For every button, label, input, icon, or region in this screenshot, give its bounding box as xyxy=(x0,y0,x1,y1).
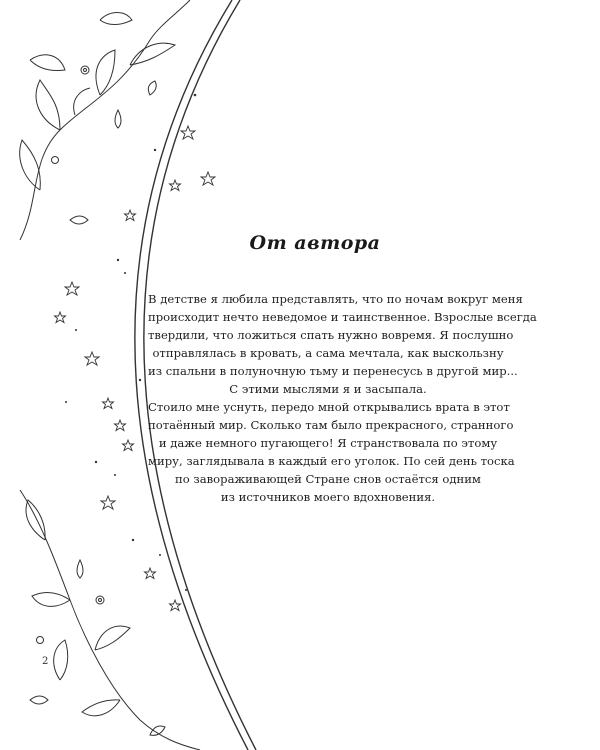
star-icon xyxy=(85,352,99,365)
text-line: из спальни в полуночную тьму и перенесусь в другой мир... xyxy=(148,364,518,378)
star-icon xyxy=(65,282,79,295)
star-icon xyxy=(170,180,181,191)
paragraph-1 xyxy=(148,290,537,398)
text-line: твердили, что ложиться спать нужно вовремя. Я послушно xyxy=(148,328,514,342)
star-icon xyxy=(201,172,215,185)
text-line: по завораживающей Стране снов остаётся одним xyxy=(175,472,481,486)
page-number: 2 xyxy=(42,656,49,667)
text-line: и даже немного пугающего! Я странствовала по этому xyxy=(158,436,498,450)
floral-ornament-bottom xyxy=(20,490,200,750)
star-icon xyxy=(145,568,156,579)
page-title: От автора xyxy=(249,232,381,254)
text-line: В детстве я любила представлять, что по ночам вокруг меня xyxy=(148,292,523,306)
paragraph-2 xyxy=(148,398,515,506)
text-line: С этими мыслями я и засыпала. xyxy=(229,382,427,396)
text-line: отправлялась в кровать, а сама мечтала, как выскользну xyxy=(152,346,504,360)
text-line: происходит нечто неведомое и таинственное. Взрослые всегда xyxy=(148,310,537,324)
text-line: миру, заглядывала в каждый его уголок. По сей день тоска xyxy=(148,454,515,468)
star-icon xyxy=(101,496,115,509)
text-line: потаённый мир. Сколько там было прекрасного, странного xyxy=(148,418,514,432)
floral-ornament-top xyxy=(20,0,190,240)
star-icon xyxy=(170,600,181,611)
star-icon xyxy=(55,312,66,323)
text-line: из источников моего вдохновения. xyxy=(220,490,436,504)
text-line: Стоило мне уснуть, передо мной открывались врата в этот xyxy=(148,400,510,414)
star-icon xyxy=(123,440,134,451)
star-icon xyxy=(181,126,195,139)
star-icon xyxy=(115,420,126,431)
star-icon xyxy=(125,210,136,221)
star-icon xyxy=(103,398,114,409)
